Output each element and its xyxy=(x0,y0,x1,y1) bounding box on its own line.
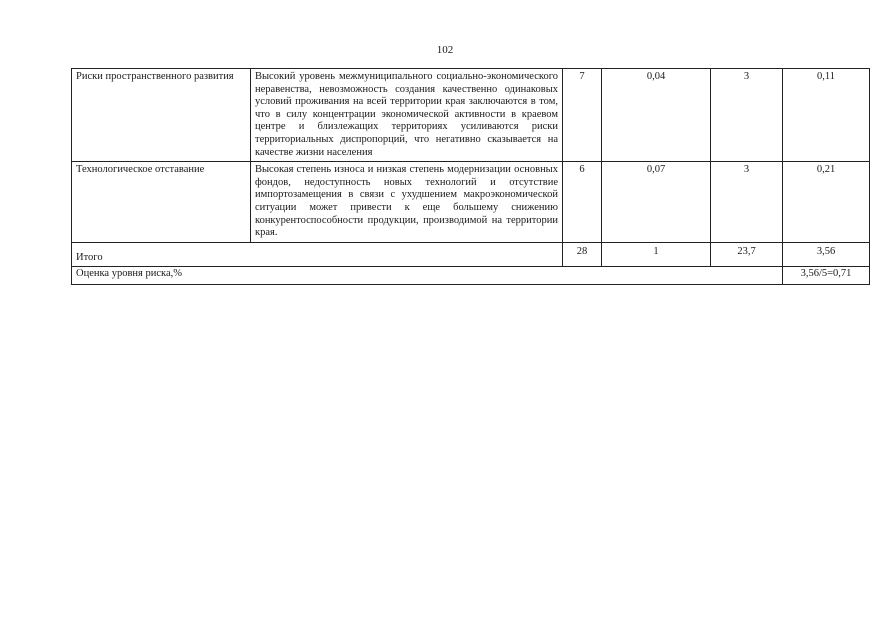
risk-name-cell: Технологическое отставание xyxy=(72,162,251,243)
value-cell: 3 xyxy=(711,162,783,243)
total-value-cell: 28 xyxy=(563,242,602,266)
value-cell: 0,07 xyxy=(602,162,711,243)
table-row xyxy=(72,69,870,162)
risk-score-label: Оценка уровня риска,% xyxy=(72,266,783,284)
value-cell: 7 xyxy=(563,69,602,162)
total-value-cell: 1 xyxy=(602,242,711,266)
risk-description-cell: Высокий уровень межмуниципального социально-экономического неравенства, невозможность создания качественно одинаковых условий проживания на всей территории края заключаются в том, что в силу концентрации экономической активности в краевом центре и близлежащих территориях усиливаются риски территориальных диспропорций, что негативно сказывается на качестве жизни населения xyxy=(251,69,563,162)
total-value-cell: 23,7 xyxy=(711,242,783,266)
risk-description-cell: Высокая степень износа и низкая степень модернизации основных фондов, недоступность новых технологий и отсутствие импортозамещения в связи с ухудшением макроэкономической ситуации может привести к еще большему снижению конкурентоспособности продукции, производимой на территории края. xyxy=(251,162,563,243)
value-cell: 0,21 xyxy=(783,162,870,243)
total-label: Итого xyxy=(72,242,563,266)
value-cell: 0,11 xyxy=(783,69,870,162)
risk-score-row xyxy=(72,266,870,284)
page-number: 102 xyxy=(436,44,454,56)
risk-assessment-table xyxy=(71,68,870,285)
risk-name-cell: Риски пространственного развития xyxy=(72,69,251,162)
table-row xyxy=(72,162,870,243)
total-row xyxy=(72,242,870,266)
total-value-cell: 3,56 xyxy=(783,242,870,266)
value-cell: 0,04 xyxy=(602,69,711,162)
risk-score-value: 3,56/5=0,71 xyxy=(783,266,870,284)
value-cell: 6 xyxy=(563,162,602,243)
value-cell: 3 xyxy=(711,69,783,162)
